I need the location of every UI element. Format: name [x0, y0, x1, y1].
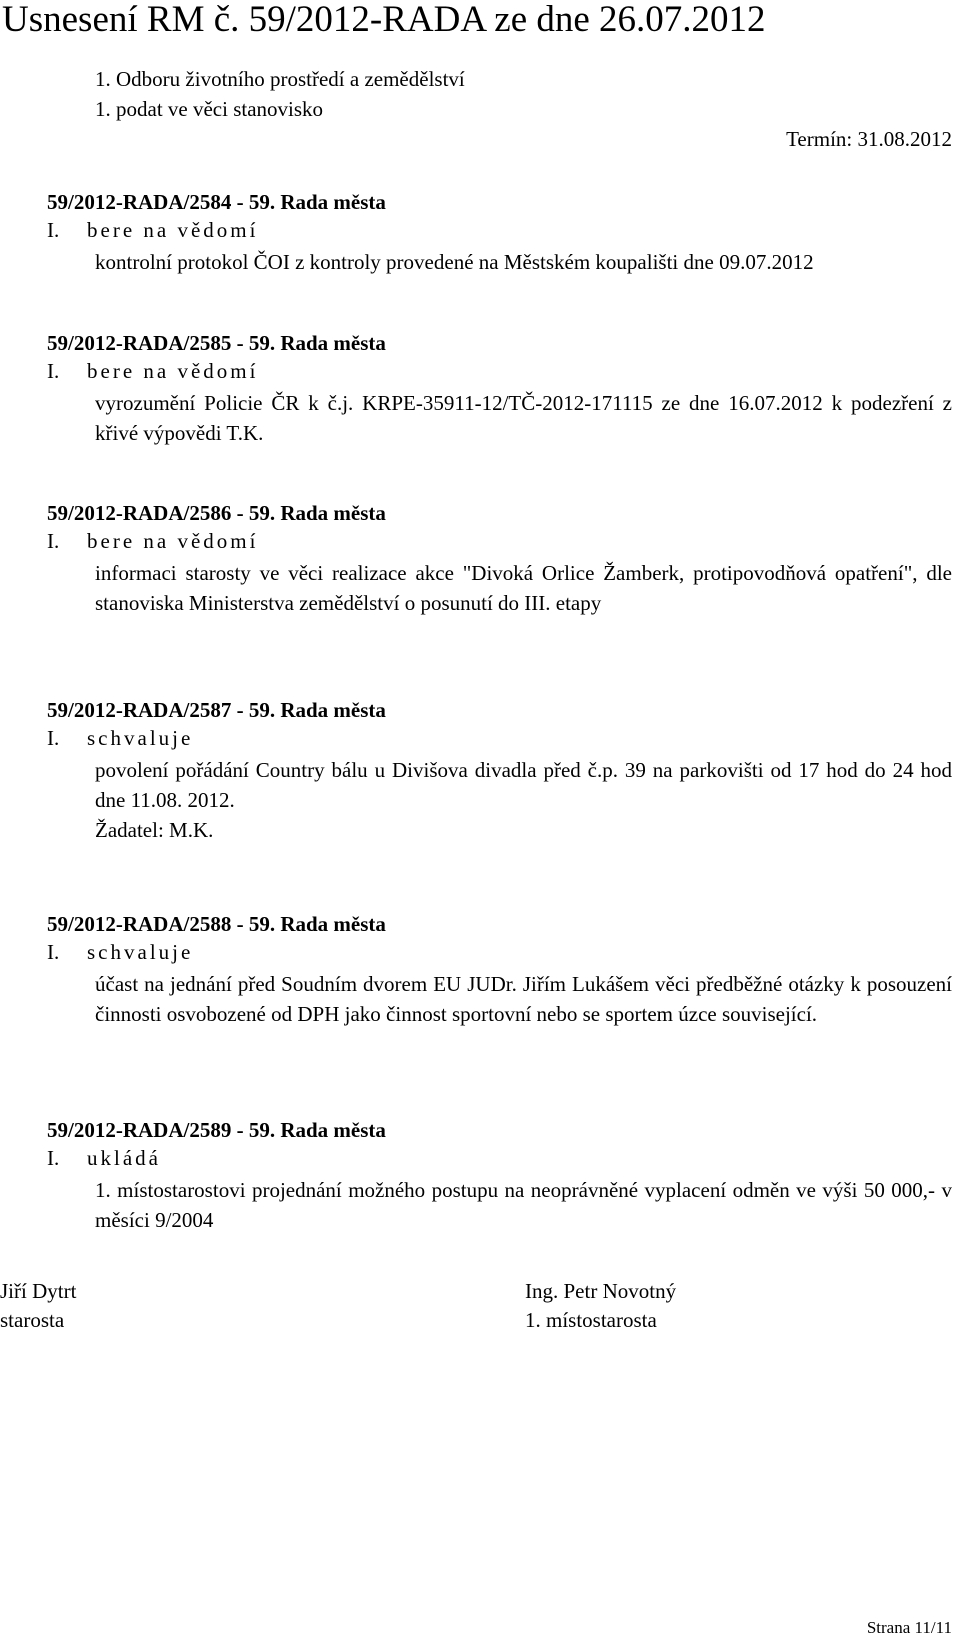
signature-mayor: [0, 1277, 76, 1335]
resolution-verdict: [47, 939, 952, 969]
verdict-numeral: I.: [47, 726, 60, 750]
verdict-numeral: I.: [47, 940, 60, 964]
department-line: 1. Odboru životního prostředí a zemědělství: [95, 67, 465, 91]
resolution-text: 1. místostarostovi projednání možného postupu na neoprávněné vyplacení odměn ve výši 50 000,- v měsíci 9/2004: [95, 1178, 952, 1232]
resolution-2588: [47, 911, 952, 1029]
verdict-numeral: I.: [47, 1146, 60, 1170]
resolution-verdict: [47, 217, 952, 247]
resolution-text: vyrozumění Policie ČR k č.j. KRPE-35911-12/TČ-2012-171115 ze dne 16.07.2012 k podezření z křivé výpovědi T.K.: [95, 391, 952, 445]
verdict-action: ukládá: [87, 1146, 161, 1170]
resolution-text: povolení pořádání Country bálu u Divišova divadla před č.p. 39 na parkovišti od 17 hod do 24 hod dne 11.08. 2012.: [95, 758, 952, 812]
resolution-2586: [47, 500, 952, 618]
signatory-role: 1. místostarosta: [525, 1308, 657, 1332]
task-line: 1. podat ve věci stanovisko: [95, 97, 324, 121]
resolution-2585: [47, 330, 952, 448]
page-title: Usnesení RM č. 59/2012-RADA ze dne 26.07.2012: [2, 0, 766, 40]
resolution-verdict: [47, 528, 952, 558]
resolution-text: kontrolní protokol ČOI z kontroly provedené na Městském koupališti dne 09.07.2012: [95, 250, 814, 274]
deadline: Termín: 31.08.2012: [786, 127, 952, 151]
verdict-action: bere na vědomí: [87, 529, 259, 553]
verdict-action: schvaluje: [87, 940, 194, 964]
resolution-2589: [47, 1117, 952, 1235]
resolution-header: 59/2012-RADA/2589 - 59. Rada města: [47, 1118, 386, 1142]
signatory-name: Ing. Petr Novotný: [525, 1279, 677, 1303]
resolution-header: 59/2012-RADA/2585 - 59. Rada města: [47, 331, 386, 355]
resolution-verdict: [47, 1145, 952, 1175]
verdict-numeral: I.: [47, 529, 60, 553]
verdict-action: bere na vědomí: [87, 359, 259, 383]
signatory-role: starosta: [0, 1308, 65, 1332]
resolution-header: 59/2012-RADA/2586 - 59. Rada města: [47, 501, 386, 525]
applicant-line: Žadatel: M.K.: [95, 818, 214, 842]
page-number: Strana 11/11: [866, 1618, 952, 1637]
resolution-2587: [47, 697, 952, 845]
resolution-verdict: [47, 725, 952, 755]
verdict-action: schvaluje: [87, 726, 194, 750]
resolution-header: 59/2012-RADA/2587 - 59. Rada města: [47, 698, 386, 722]
resolution-text: informaci starosty ve věci realizace akce "Divoká Orlice Žamberk, protipovodňová opatření", dle stanoviska Ministerstva zemědělství o posunutí do III. etapy: [95, 561, 952, 615]
signatory-name: Jiří Dytrt: [0, 1279, 77, 1303]
resolution-verdict: [47, 358, 952, 388]
resolution-2584: [47, 189, 952, 277]
verdict-numeral: I.: [47, 218, 60, 242]
signature-deputy-mayor: [525, 1277, 676, 1335]
resolution-text: účast na jednání před Soudním dvorem EU JUDr. Jiřím Lukášem věci předběžné otázky k posouzení činnosti osvobozené od DPH jako činnost sportovní nebo se sportem úzce související.: [95, 972, 952, 1026]
resolution-header: 59/2012-RADA/2584 - 59. Rada města: [47, 190, 386, 214]
verdict-action: bere na vědomí: [87, 218, 259, 242]
verdict-numeral: I.: [47, 359, 60, 383]
resolution-header: 59/2012-RADA/2588 - 59. Rada města: [47, 912, 386, 936]
